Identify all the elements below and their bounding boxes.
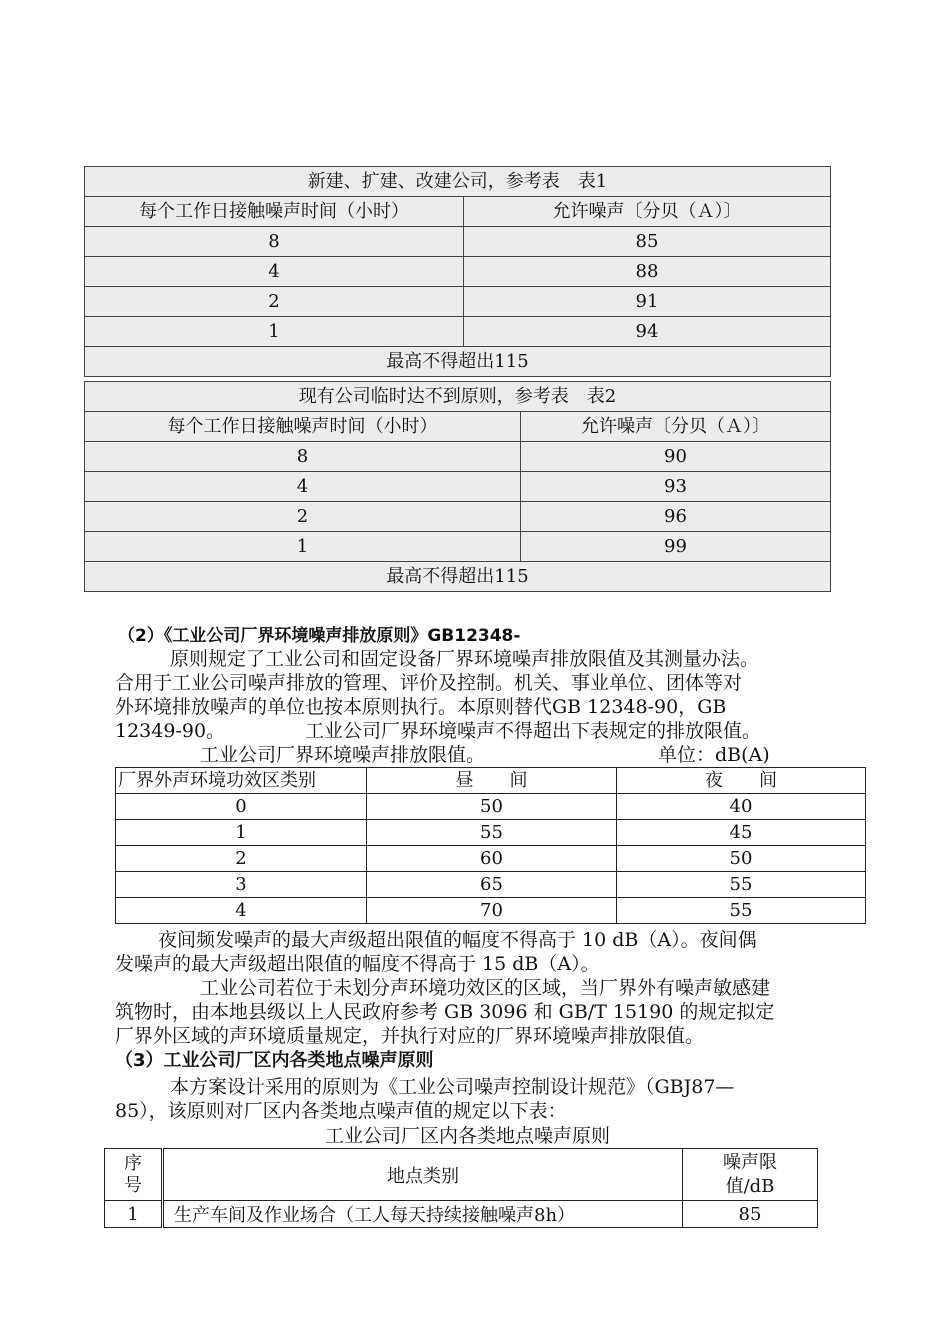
night-cell: 50 (617, 846, 866, 872)
emission-table-caption: 工业公司厂界环境噪声排放限值。 (200, 744, 486, 766)
night-cell: 45 (617, 820, 866, 846)
table-row (85, 532, 831, 562)
night-note-line-1: 夜间频发噪声的最大声级超出限值的幅度不得高于 10 dB（A）。夜间偶 (158, 929, 757, 951)
plant-table-caption: 工业公司厂区内各类地点噪声原则 (325, 1125, 611, 1147)
table-row (85, 317, 831, 347)
table-2-header-noise: 允许噪声〔分贝（Ａ）〕 (521, 412, 831, 442)
db-cell: 93 (521, 472, 831, 502)
hours-cell: 4 (85, 472, 521, 502)
table-2-header-time: 每个工作日接触噪声时间（小时） (85, 412, 521, 442)
db-cell: 96 (521, 502, 831, 532)
table-2-footer: 最高不得超出115 (85, 562, 831, 592)
table-row (85, 442, 831, 472)
night-cell: 55 (617, 872, 866, 898)
hours-cell: 1 (85, 317, 464, 347)
hours-cell: 8 (85, 442, 521, 472)
db-cell: 88 (464, 257, 831, 287)
table-1-title: 新建、扩建、改建公司，参考表 表1 (85, 167, 831, 197)
table-row (116, 820, 866, 846)
table-row (85, 257, 831, 287)
table-row (85, 472, 831, 502)
night-cell: 55 (617, 898, 866, 924)
place-cell: 生产车间及作业场合（工人每天持续接触噪声8h） (163, 1201, 683, 1228)
db-cell: 99 (521, 532, 831, 562)
zone-note-line-3: 厂界外区域的声环境质量规定，并执行对应的厂界环境噪声排放限值。 (115, 1025, 705, 1047)
table-1-header-time: 每个工作日接触噪声时间（小时） (85, 197, 464, 227)
db-cell: 90 (521, 442, 831, 472)
table-1-header-noise: 允许噪声〔分贝（Ａ）〕 (464, 197, 831, 227)
hours-cell: 2 (85, 502, 521, 532)
emission-table-unit: 单位：dB(A) (658, 744, 770, 766)
hours-cell: 2 (85, 287, 464, 317)
section-2-line-2: 合用于工业公司噪声排放的管理、评价及控制。机关、事业单位、团体等对 (115, 672, 743, 694)
plant-noise-table (104, 1148, 818, 1228)
header-place: 地点类别 (163, 1149, 683, 1201)
hours-cell: 1 (85, 532, 521, 562)
header-category: 厂界外声环境功效区类别 (116, 768, 367, 794)
db-cell: 85 (464, 227, 831, 257)
table-2 (84, 381, 831, 592)
table-row (116, 898, 866, 924)
table-row (85, 502, 831, 532)
hours-cell: 4 (85, 257, 464, 287)
day-cell: 65 (367, 872, 617, 898)
section-3-line-2: 85），该原则对厂区内各类地点噪声值的规定以下表： (115, 1100, 567, 1122)
table-row (85, 287, 831, 317)
db-cell: 94 (464, 317, 831, 347)
table-1-footer: 最高不得超出115 (85, 347, 831, 377)
section-3-heading: （3）工业公司厂区内各类地点噪声原则 (115, 1050, 434, 1071)
emission-limits-table (115, 767, 866, 924)
table-row (116, 846, 866, 872)
category-cell: 3 (116, 872, 367, 898)
section-2-tail: 工业公司厂界环境噪声不得超出下表规定的排放限值。 (305, 720, 762, 742)
night-note-line-2: 发噪声的最大声级超出限值的幅度不得高于 15 dB（A）。 (115, 953, 600, 975)
section-2-line-4: 12349-90。 (115, 720, 226, 742)
zone-note-line-1: 工业公司若位于未划分声环境功效区的区域，当厂界外有噪声敏感建 (200, 977, 771, 999)
day-cell: 60 (367, 846, 617, 872)
zone-note-line-2: 筑物时，由本地县级以上人民政府参考 GB 3096 和 GB/T 15190 的规定拟定 (115, 1001, 775, 1023)
category-cell: 1 (116, 820, 367, 846)
table-row (85, 227, 831, 257)
limit-cell: 85 (683, 1201, 818, 1228)
table-row (105, 1201, 818, 1228)
header-no: 序号 (105, 1149, 163, 1201)
section-2-line-3: 外环境排放噪声的单位也按本原则执行。本原则替代GB 12348-90，GB (115, 696, 727, 718)
table-row (116, 794, 866, 820)
no-cell: 1 (105, 1201, 163, 1228)
category-cell: 4 (116, 898, 367, 924)
day-cell: 55 (367, 820, 617, 846)
day-cell: 50 (367, 794, 617, 820)
category-cell: 2 (116, 846, 367, 872)
table-row (116, 872, 866, 898)
table-1 (84, 166, 831, 377)
header-night: 夜 间 (617, 768, 866, 794)
section-2-line-1: 原则规定了工业公司和固定设备厂界环境噪声排放限值及其测量办法。 (170, 648, 760, 670)
day-cell: 70 (367, 898, 617, 924)
table-2-title: 现有公司临时达不到原则，参考表 表2 (85, 382, 831, 412)
section-3-line-1: 本方案设计采用的原则为《工业公司噪声控制设计规范》（GBJ87— (170, 1076, 735, 1098)
header-day: 昼 间 (367, 768, 617, 794)
section-2-heading: （2）《工业公司厂界环境噪声排放原则》GB12348- (118, 626, 521, 646)
hours-cell: 8 (85, 227, 464, 257)
category-cell: 0 (116, 794, 367, 820)
db-cell: 91 (464, 287, 831, 317)
header-limit: 噪声限值/dB (683, 1149, 818, 1201)
night-cell: 40 (617, 794, 866, 820)
